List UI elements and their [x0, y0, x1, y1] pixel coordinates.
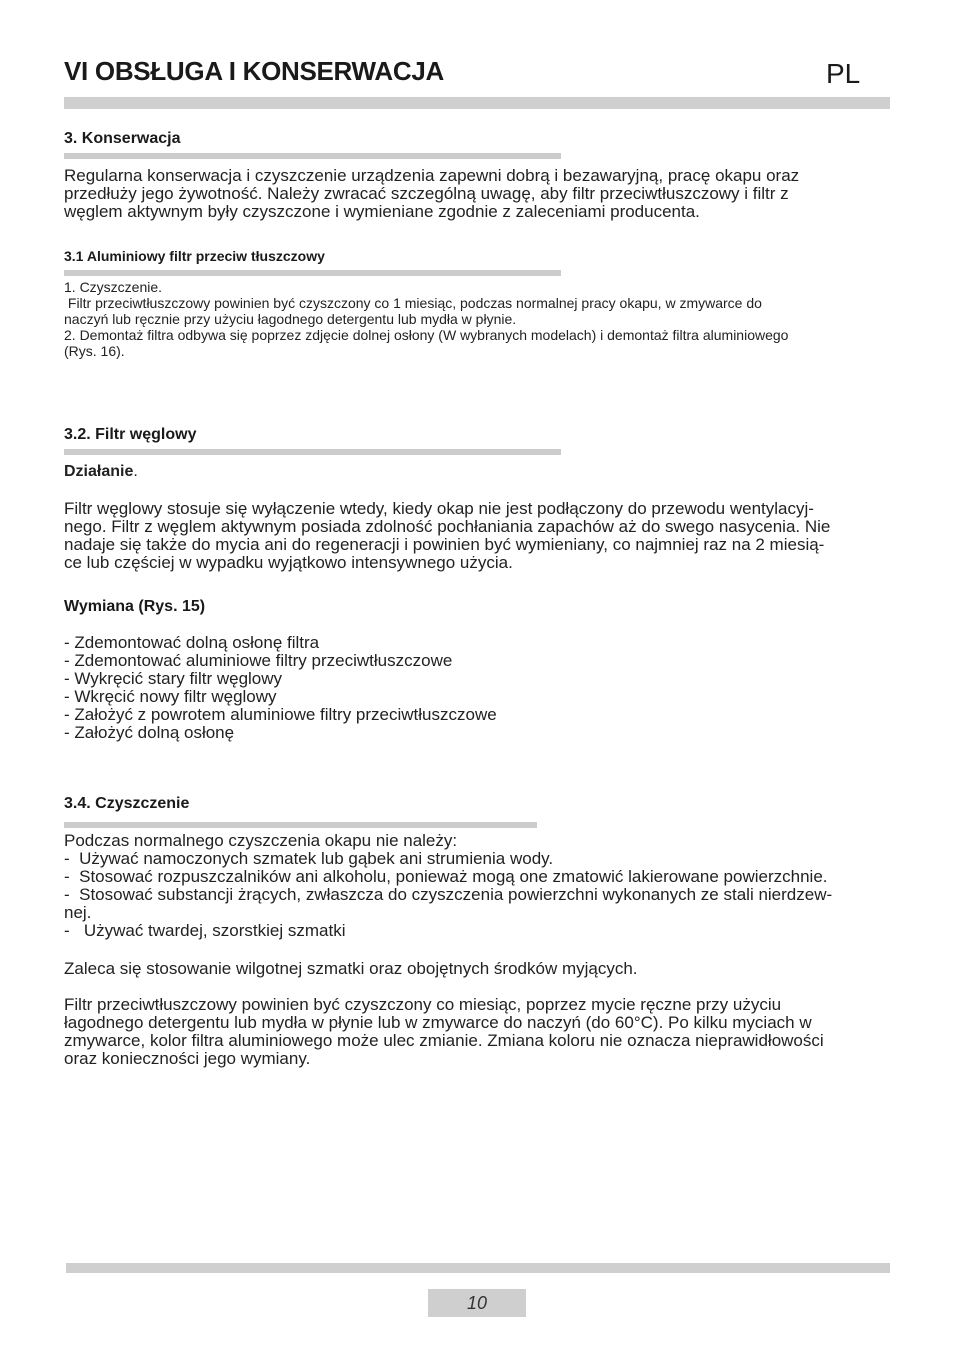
text-line: - Stosować rozpuszczalników ani alkoholu, ponieważ mogą one zmatowić lakierowane powierzchnie.: [64, 867, 828, 886]
section-rule: [64, 153, 561, 159]
section-rule: [64, 449, 561, 455]
text-line: nadaje się także do mycia ani do regeneracji i powinien być wymieniany, co najmniej raz na 2 miesią-: [64, 535, 825, 554]
text-line: nego. Filtr z węglem aktywnym posiada zdolność pochłaniania zapachów aż do swego nasycenia. Nie: [64, 517, 831, 536]
list-wymiana-steps: [64, 634, 890, 742]
section-heading-czyszczenie: 3.4. Czyszczenie: [64, 795, 190, 812]
subheading-dzialanie: [64, 463, 138, 481]
header-bar: [64, 97, 890, 109]
list-item: - Zdemontować dolną osłonę filtra: [64, 633, 320, 652]
paragraph-filter-cleaning: [64, 996, 890, 1068]
section-rule: [64, 270, 561, 276]
text-line: węglem aktywnym były czyszczone i wymieniane zgodnie z zaleceniami producenta.: [64, 202, 700, 221]
section-heading-aluminiowy-filtr: 3.1 Aluminiowy filtr przeciw tłuszczowy: [64, 248, 325, 264]
language-code: PL: [826, 58, 861, 89]
paragraph-konserwacja: [64, 167, 890, 221]
subheading-label: Działanie: [64, 463, 134, 480]
text-line: Filtr przeciwtłuszczowy powinien być czyszczony co 1 miesiąc, podczas normalnej pracy okapu, w zmywarce do: [64, 295, 762, 311]
text-line: Filtr węglowy stosuje się wyłączenie wtedy, kiedy okap nie jest podłączony do przewodu wentylacyj-: [64, 499, 814, 518]
paragraph-recommendation: [64, 960, 890, 978]
section-rule: [64, 822, 537, 828]
list-item: - Zdemontować aluminiowe filtry przeciwtłuszczowe: [64, 651, 453, 670]
list-item: - Wykręcić stary filtr węglowy: [64, 669, 283, 688]
list-item: - Założyć z powrotem aluminiowe filtry przeciwtłuszczowe: [64, 705, 497, 724]
text-line: Filtr przeciwtłuszczowy powinien być czyszczony co miesiąc, poprzez mycie ręczne przy użyciu: [64, 995, 782, 1014]
text-line: ce lub częściej w wypadku wyjątkowo intensywnego użycia.: [64, 553, 513, 572]
page-number: 10: [428, 1289, 526, 1317]
text-line: zmywarce, kolor filtra aluminiowego może ulec zmianie. Zmiana koloru nie oznacza nieprawidłowości: [64, 1031, 824, 1050]
text-line: (Rys. 16).: [64, 343, 125, 359]
text-line: Podczas normalnego czyszczenia okapu nie należy:: [64, 831, 458, 850]
footer-bar: [66, 1263, 890, 1273]
section-heading-konserwacja: 3. Konserwacja: [64, 130, 181, 147]
text-line: - Używać twardej, szorstkiej szmatki: [64, 921, 346, 940]
text-line: Zaleca się stosowanie wilgotnej szmatki oraz obojętnych środków myjących.: [64, 959, 638, 978]
text-line: oraz konieczności jego wymiany.: [64, 1049, 311, 1068]
paragraph-czyszczenie: [64, 832, 890, 940]
text-line: 2. Demontaż filtra odbywa się poprzez zdjęcie dolnej osłony (W wybranych modelach) i demontaż filtra aluminiowego: [64, 327, 789, 343]
section-heading-filtr-weglowy: 3.2. Filtr węglowy: [64, 426, 197, 443]
paragraph-aluminiowy-filtr: [64, 279, 890, 359]
text-line: naczyń lub ręcznie przy użyciu łagodnego detergentu lub mydła w płynie.: [64, 311, 517, 327]
page-title: VI OBSŁUGA I KONSERWACJA: [64, 56, 444, 86]
text-line: nej.: [64, 903, 92, 922]
text-line: przedłuży jego żywotność. Należy zwracać szczególną uwagę, aby filtr przeciwtłuszczowy i filtr z: [64, 184, 789, 203]
text-line: Regularna konserwacja i czyszczenie urządzenia zapewni dobrą i bezawaryjną, pracę okapu oraz: [64, 166, 800, 185]
text-line: łagodnego detergentu lub mydła w płynie lub w zmywarce do naczyń (do 60°C). Po kilku myciach w: [64, 1013, 812, 1032]
subheading-dot: .: [133, 463, 138, 480]
text-line: 1. Czyszczenie.: [64, 279, 163, 295]
text-line: - Używać namoczonych szmatek lub gąbek ani strumienia wody.: [64, 849, 554, 868]
list-item: - Założyć dolną osłonę: [64, 723, 235, 742]
list-item: - Wkręcić nowy filtr węglowy: [64, 687, 277, 706]
subheading-wymiana: Wymiana (Rys. 15): [64, 598, 206, 615]
paragraph-filtr-weglowy: [64, 500, 890, 572]
text-line: - Stosować substancji żrących, zwłaszcza do czyszczenia powierzchni wykonanych ze stali nierdzew-: [64, 885, 833, 904]
